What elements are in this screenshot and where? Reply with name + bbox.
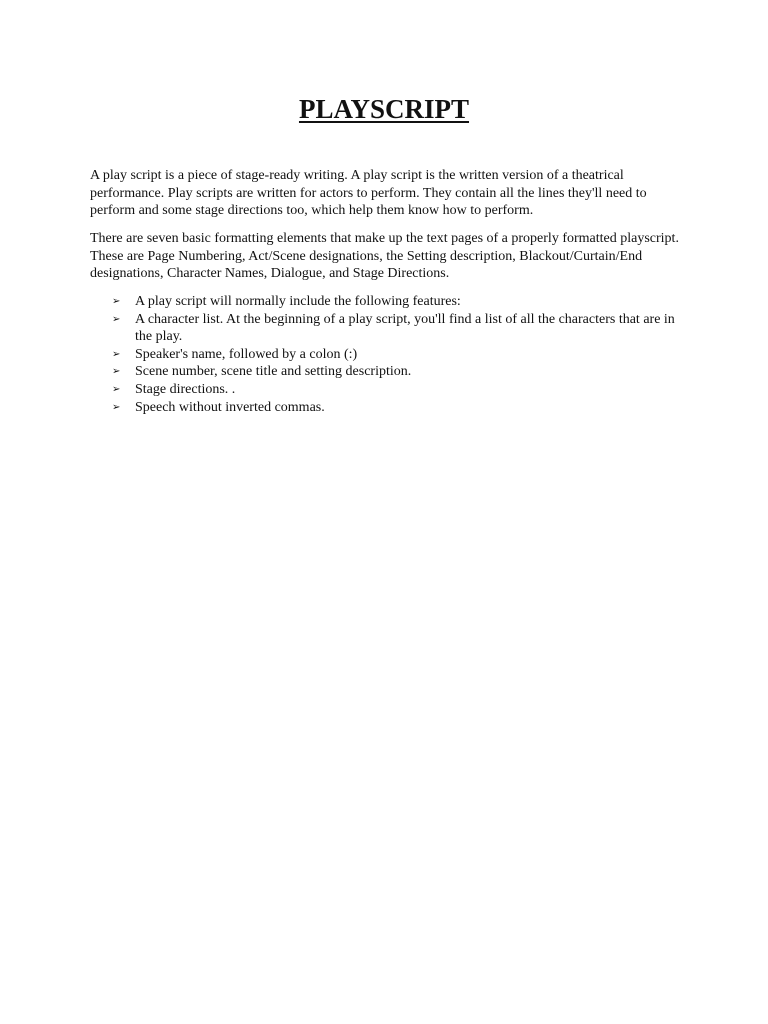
arrowhead-bullet-icon: ➢ [112,313,121,325]
arrowhead-bullet-icon: ➢ [112,401,121,413]
list-item [90,311,680,346]
list-item [90,399,680,417]
arrowhead-bullet-icon: ➢ [112,296,121,307]
list-item-text: Speaker's name, followed by a colon (:) [135,346,358,362]
features-list [90,293,680,416]
list-item [90,346,680,364]
arrowhead-bullet-icon: ➢ [112,348,121,360]
list-item-text: A play script will normally include the following features: [135,294,461,309]
list-item-text: Scene number, scene title and setting description. [135,364,412,380]
list-item-text: Stage directions. . [135,381,236,397]
list-item [90,293,680,311]
list-item [90,363,680,381]
formatting-paragraph: There are seven basic formatting elements that make up the text pages of a properly formatted playscript. These are Page Numbering, Act/Scene designations, the Setting description, Blackout/Curtain/End designations, Character Names, Dialogue, and Stage Directions. [90,231,679,282]
list-item-text: Speech without inverted commas. [135,399,325,415]
arrowhead-bullet-icon: ➢ [112,366,121,378]
arrowhead-bullet-icon: ➢ [112,383,121,395]
intro-paragraph: A play script is a piece of stage-ready writing. A play script is the written version of a theatrical performance. Play scripts are written for actors to perform. They contain all the lines they'll need to perform and some stage directions too, which help them know how to perform. [90,168,647,219]
list-item-text: A character list. At the beginning of a play script, you'll find a list of all the characters that are in the play. [135,311,675,345]
page-title: PLAYSCRIPT [298,94,470,124]
list-item [90,381,680,399]
